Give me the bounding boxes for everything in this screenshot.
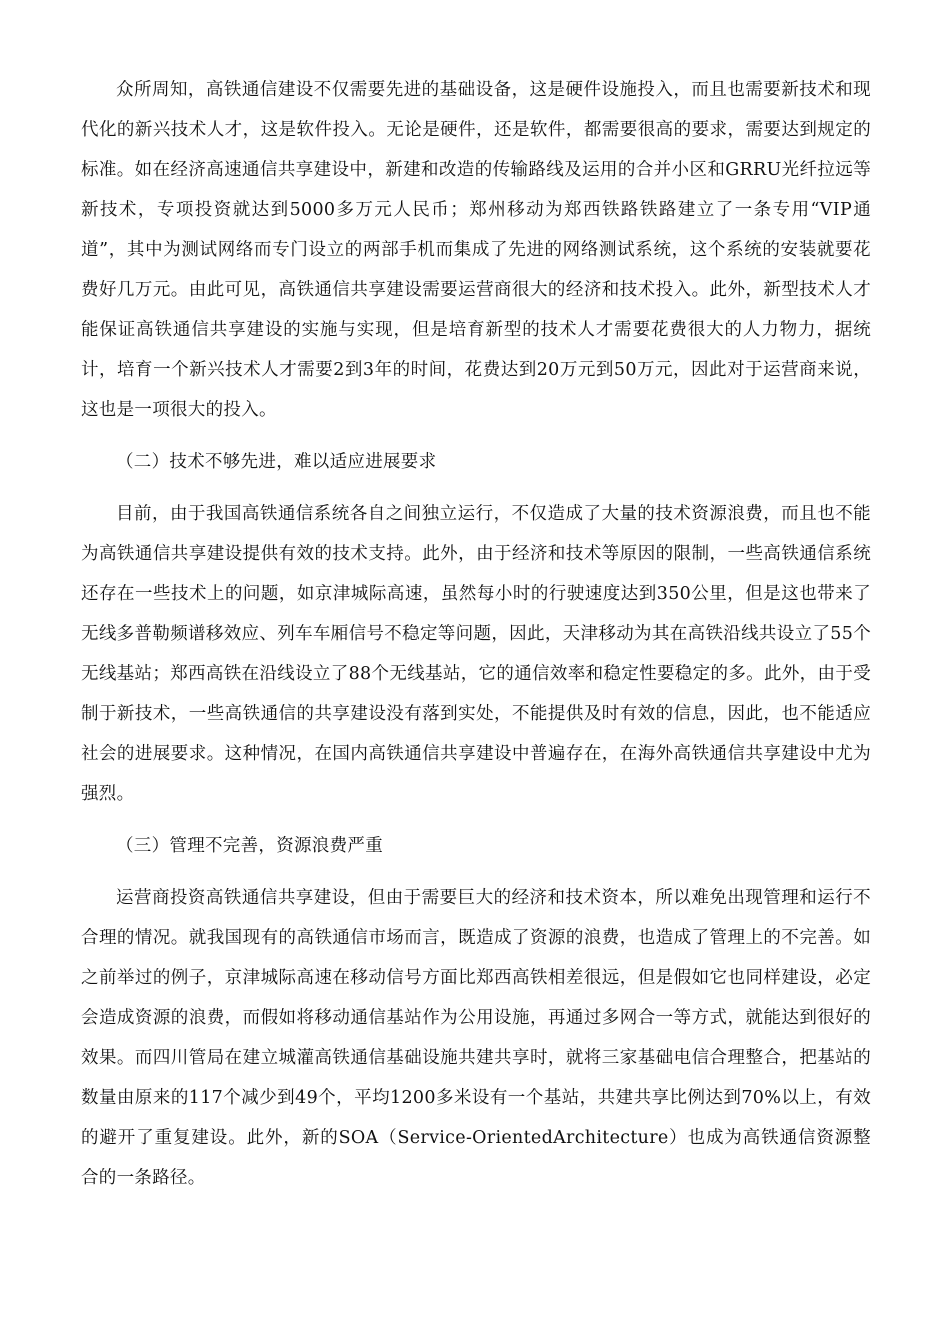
- spacer: [81, 430, 871, 442]
- section-heading-management: （三）管理不完善，资源浪费严重: [116, 836, 383, 856]
- spacer: [81, 814, 871, 826]
- section-heading-technology: （二）技术不够先进，难以适应进展要求: [116, 452, 437, 472]
- spacer: [81, 866, 871, 878]
- spacer: [81, 482, 871, 494]
- paragraph-management: 运营商投资高铁通信共享建设，但由于需要巨大的经济和技术资本，所以难免出现管理和运行不合理的情况。就我国现有的高铁通信市场而言，既造成了资源的浪费，也造成了管理上的不完善。如之前举过的例子，京津城际高速在移动信号方面比郑西高铁相差很远，但是假如它也同样建设，必定会造成资源的浪费，而假如将移动通信基站作为公用设施，再通过多网合一等方式，就能达到很好的效果。而四川管局在建立城灌高铁通信基础设施共建共享时，就将三家基础电信合理整合，把基站的数量由原来的117个减少到49个，平均1200多米设有一个基站，共建共享比例达到70%以上，有效的避开了重复建设。此外，新的SOA（Service-OrientedArchitecture）也成为高铁通信资源整合的一条路径。: [81, 888, 871, 1188]
- paragraph-technology: 目前，由于我国高铁通信系统各自之间独立运行，不仅造成了大量的技术资源浪费，而且也不能为高铁通信共享建设提供有效的技术支持。此外，由于经济和技术等原因的限制，一些高铁通信系统还存在一些技术上的问题，如京津城际高速，虽然每小时的行驶速度达到350公里，但是这也带来了无线多普勒频谱移效应、列车车厢信号不稳定等问题，因此，天津移动为其在高铁沿线共设立了55个无线基站；郑西高铁在沿线设立了88个无线基站，它的通信效率和稳定性要稳定的多。此外，由于受制于新技术，一些高铁通信的共享建设没有落到实处，不能提供及时有效的信息，因此，也不能适应社会的进展要求。这种情况，在国内高铁通信共享建设中普遍存在，在海外高铁通信共享建设中尤为强烈。: [81, 504, 871, 804]
- paragraph-investment: 众所周知，高铁通信建设不仅需要先进的基础设备，这是硬件设施投入，而且也需要新技术和现代化的新兴技术人才，这是软件投入。无论是硬件，还是软件，都需要很高的要求，需要达到规定的标准。如在经济高速通信共享建设中，新建和改造的传输路线及运用的合并小区和GRRU光纤拉远等新技术，专项投资就达到5000多万元人民币；郑州移动为郑西铁路铁路建立了一条专用“VIP通道”，其中为测试网络而专门设立的两部手机而集成了先进的网络测试系统，这个系统的安装就要花费好几万元。由此可见，高铁通信共享建设需要运营商很大的经济和技术投入。此外，新型技术人才能保证高铁通信共享建设的实施与实现，但是培育新型的技术人才需要花费很大的人力物力，据统计，培育一个新兴技术人才需要2到3年的时间，花费达到20万元到50万元，因此对于运营商来说，这也是一项很大的投入。: [81, 80, 871, 420]
- document-body: [81, 70, 871, 1198]
